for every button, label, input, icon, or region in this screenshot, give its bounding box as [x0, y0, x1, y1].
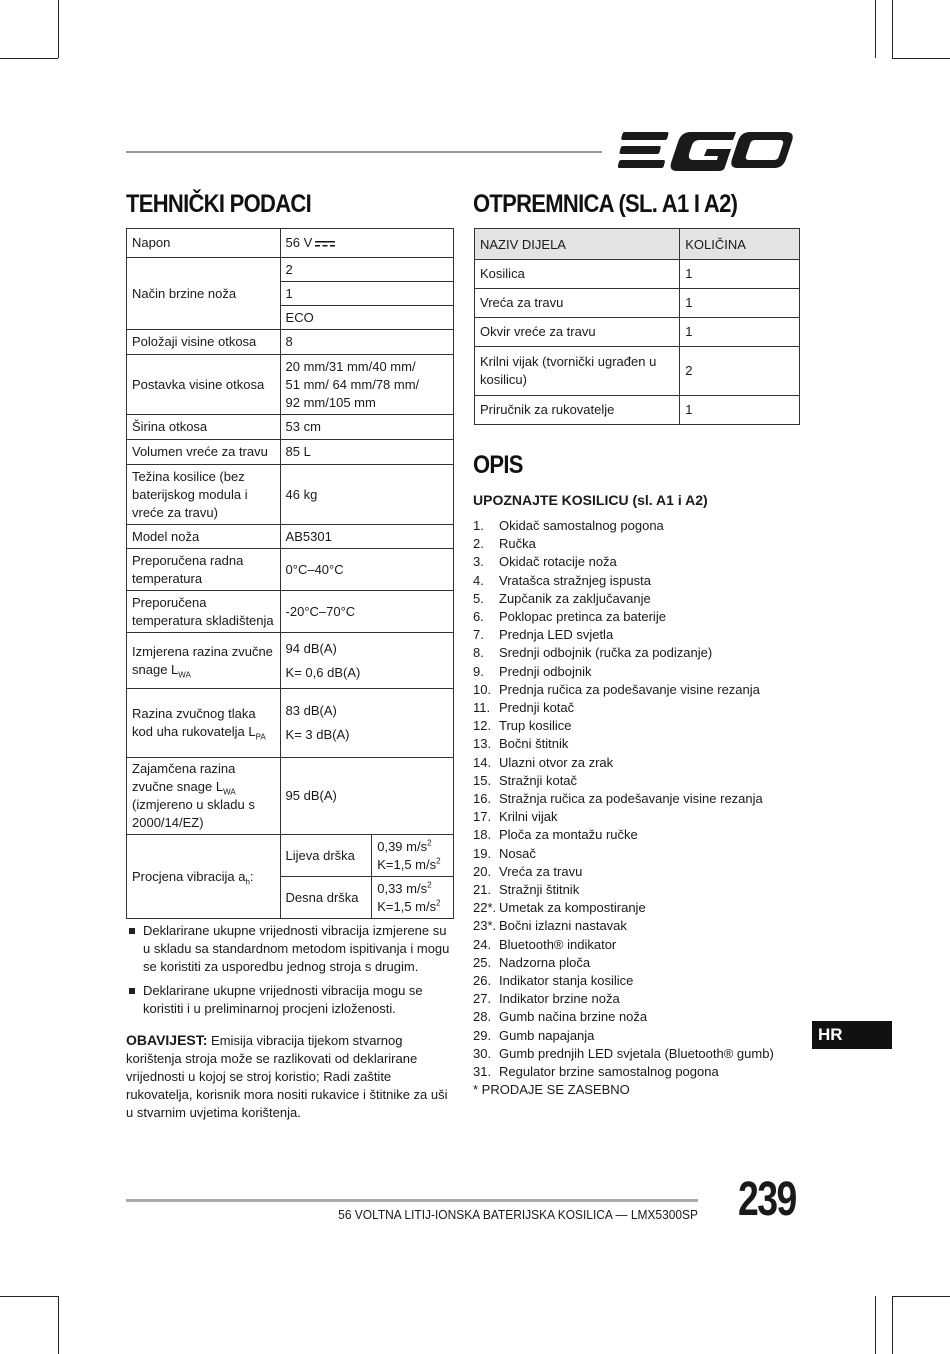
part-number: 10. [473, 681, 492, 697]
part-item [473, 954, 803, 972]
part-item [473, 936, 803, 954]
part-number: 9. [473, 663, 484, 679]
part-number: 4. [473, 572, 484, 588]
spec-value: 56 V [280, 229, 453, 258]
part-name: Umetak za kompostiranje [499, 900, 646, 916]
part-name: Bočni štitnik [499, 736, 569, 752]
bullet-item: Deklarirane ukupne vrijednosti vibracija mogu se koristiti i u preliminarnoj procjeni izloženosti. [127, 982, 457, 1018]
part-number: 29. [473, 1027, 492, 1043]
part-name: Stražnji kotač [499, 772, 578, 788]
spec-value: 94 dB(A) K= 0,6 dB(A) [280, 633, 453, 689]
table-row: Okvir vreće za travu 1 [475, 318, 800, 347]
part-number: 11. [473, 700, 491, 716]
part-item [473, 681, 803, 699]
crop-mark [892, 58, 950, 59]
spec-value: 95 dB(A) [280, 758, 453, 835]
spec-value: 0,33 $m/s^2$ K=1,5 $m/s^2$ [372, 877, 454, 919]
part-number: 1. [473, 518, 484, 533]
column-header: KOLIČINA [680, 229, 800, 260]
part-number: 18. [473, 827, 492, 843]
part-number: 30. [473, 1045, 492, 1061]
part-item [473, 626, 803, 644]
crop-mark [0, 58, 58, 59]
part-item [473, 1008, 803, 1026]
part-number: 26. [473, 973, 492, 989]
spec-value: -20°C–70°C [280, 591, 453, 633]
part-name: Regulator brzine samostalnog pogona [499, 1064, 719, 1080]
part-item [473, 590, 803, 608]
part-name: Bluetooth® indikator [499, 936, 617, 952]
spec-value: 53 cm [280, 415, 453, 440]
part-name: Stražnji štitnik [499, 882, 580, 898]
part-item [473, 845, 803, 863]
part-item [473, 972, 803, 990]
tech-title: TEHNIČKI PODACI [126, 190, 312, 218]
part-item [473, 754, 803, 772]
description-title: OPIS [473, 451, 523, 479]
part-number: 3. [473, 554, 484, 570]
part-number: 14. [473, 754, 492, 770]
part-item [473, 772, 803, 790]
part-name: Prednji odbojnik [499, 663, 592, 679]
part-number: 25. [473, 954, 492, 970]
spec-label: Položaji visine otkosa [127, 330, 281, 355]
part-name: Gumb prednjih LED svjetala (Bluetooth® gumb) [499, 1045, 774, 1061]
part-number: 23*. [473, 918, 497, 934]
spec-label: Širina otkosa [127, 415, 281, 440]
header-rule [126, 151, 602, 153]
part-name: Indikator stanja kosilice [499, 973, 634, 989]
spec-label: Procjena vibracija $a_h$: [127, 835, 281, 919]
shipping-title: OTPREMNICA (SL. A1 I A2) [473, 190, 738, 218]
spec-value: 0°C–40°C [280, 549, 453, 591]
part-item [473, 663, 803, 681]
crop-mark [892, 1296, 893, 1354]
table-row: Kosilica 1 [475, 260, 800, 289]
crop-mark [875, 0, 876, 58]
part-name: Ulazni otvor za zrak [499, 754, 614, 770]
crop-mark [892, 1296, 950, 1297]
part-item [473, 899, 803, 917]
part-item [473, 1045, 803, 1063]
spec-label: Zajamčena razina zvučne snage $L_{WA}$ (izmjereno u skladu s 2000/14/EZ) [127, 758, 281, 835]
spec-value: 20 mm/31 mm/40 mm/ 51 mm/ 64 mm/78 mm/ 92 mm/105 mm [280, 355, 453, 415]
part-item [473, 699, 803, 717]
part-number: 24. [473, 936, 492, 952]
crop-mark [0, 1296, 58, 1297]
part-item [473, 535, 803, 553]
spec-value: 8 [280, 330, 453, 355]
description-subtitle: UPOZNAJTE KOSILICU (sl. A1 i A2) [473, 492, 708, 508]
part-item [473, 790, 803, 808]
page-number: 239 [738, 1173, 796, 1226]
part-name: Bočni izlazni nastavak [499, 918, 627, 934]
footer-rule [126, 1199, 698, 1202]
spec-value: ECO [280, 306, 453, 330]
part-number: 7. [473, 627, 484, 643]
part-item [473, 990, 803, 1008]
part-name: Vreća za travu [499, 863, 583, 879]
part-number: 2. [473, 536, 484, 552]
spec-label: Način brzine noža [127, 258, 281, 330]
part-number: 17. [473, 809, 492, 825]
spec-value: Desna drška [280, 877, 372, 919]
part-number: 8. [473, 645, 484, 661]
part-name: Stražnja ručica za podešavanje visine rezanja [499, 791, 763, 807]
part-name: Okidač rotacije noža [499, 554, 617, 570]
spec-value: AB5301 [280, 525, 453, 549]
part-name: Ručka [499, 536, 536, 552]
spec-label: Izmjerena razina zvučne snage $L_{WA}$ [127, 633, 281, 689]
part-number: 16. [473, 791, 492, 807]
spec-label: Napon [127, 229, 281, 258]
part-number: 21. [473, 882, 492, 898]
part-item [473, 717, 803, 735]
part-number: 27. [473, 991, 492, 1007]
spec-value: 46 kg [280, 465, 453, 525]
shipping-table [474, 228, 800, 425]
part-name: Zupčanik za zaključavanje [499, 590, 651, 606]
vibration-notes [127, 922, 457, 1024]
part-item [473, 553, 803, 571]
spec-label: Volumen vreće za travu [127, 440, 281, 465]
spec-label: Postavka visine otkosa [127, 355, 281, 415]
spec-value: 0,39 $m/s^2$ K=1,5 $m/s^2$ [372, 835, 454, 877]
part-item [473, 735, 803, 753]
crop-mark [892, 0, 893, 58]
part-number: 22*. [473, 900, 497, 916]
spec-value: 1 [280, 282, 453, 306]
spec-value: 83 dB(A) K= 3 dB(A) [280, 689, 453, 758]
bullet-item: Deklarirane ukupne vrijednosti vibracija izmjerene su u skladu sa standardnom metodom ispitivanja i mogu se koristiti za usporedbu jednog stroja s drugim. [127, 922, 457, 976]
part-name: Poklopac pretinca za baterije [499, 609, 666, 625]
part-name: Trup kosilice [499, 718, 572, 734]
part-item [473, 917, 803, 935]
part-name: Vratašca stražnjeg ispusta [499, 572, 651, 588]
spec-value: Lijeva drška [280, 835, 372, 877]
crop-mark [875, 1296, 876, 1354]
part-name: Nadzorna ploča [499, 954, 591, 970]
part-name: Prednja ručica za podešavanje visine rezanja [499, 681, 760, 697]
part-item [473, 1063, 803, 1081]
part-number: 20. [473, 863, 492, 879]
part-name: Prednja LED svjetla [499, 627, 614, 643]
spec-label: Razina zvučnog tlaka kod uha rukovatelja $L_{PA}$ [127, 689, 281, 758]
part-number: 13. [473, 736, 492, 752]
table-row: Vreća za travu 1 [475, 289, 800, 318]
part-item [473, 572, 803, 590]
dc-symbol-icon [315, 240, 335, 248]
part-name: Srednji odbojnik (ručka za podizanje) [499, 645, 713, 661]
crop-mark [58, 0, 59, 58]
language-badge: HR [812, 1021, 892, 1049]
part-item [473, 863, 803, 881]
spec-label: Model noža [127, 525, 281, 549]
part-number: 6. [473, 609, 484, 625]
part-item [473, 608, 803, 626]
part-number: 12. [473, 718, 492, 734]
table-row: Krilni vijak (tvornički ugrađen u kosilicu) 2 [475, 347, 800, 396]
table-row: Priručnik za rukovatelje 1 [475, 396, 800, 425]
notice-paragraph: OBAVIJEST: Emisija vibracija tijekom stvarnog korištenja stroja može se razlikovati od deklarirane vrijednosti u kojoj se stroj koristio; Radi zaštite rukovatelja, korisnik mora nositi rukavice i štitnike za uši u stvarnim uvjetima korištenja. [126, 1032, 448, 1120]
part-name: Krilni vijak [499, 809, 558, 825]
part-number: 28. [473, 1009, 492, 1025]
parts-list [473, 517, 803, 1081]
part-number: 19. [473, 845, 492, 861]
spec-label: Preporučena temperatura skladištenja [127, 591, 281, 633]
part-item [473, 517, 803, 535]
part-item [473, 826, 803, 844]
part-name: Ploča za montažu ručke [499, 827, 638, 843]
part-number: 15. [473, 772, 492, 788]
spec-label: Preporučena radna temperatura [127, 549, 281, 591]
part-number: 5. [473, 590, 484, 606]
crop-mark [58, 1296, 59, 1354]
spec-label: Težina kosilice (bez baterijskog modula i vreće za travu) [127, 465, 281, 525]
ego-logo [618, 128, 800, 172]
part-item [473, 881, 803, 899]
part-item [473, 1027, 803, 1045]
part-name: Gumb napajanja [499, 1027, 595, 1043]
footnote: * PRODAJE SE ZASEBNO [473, 1082, 630, 1097]
part-name: Prednji kotač [499, 700, 575, 716]
part-name: Okidač samostalnog pogona [499, 518, 664, 533]
column-header: NAZIV DIJELA [475, 229, 680, 260]
spec-value: 85 L [280, 440, 453, 465]
tech-specs-table [126, 228, 454, 919]
part-number: 31. [473, 1064, 492, 1080]
part-item [473, 808, 803, 826]
part-name: Indikator brzine noža [499, 991, 620, 1007]
footer-text: 56 VOLTNA LITIJ-IONSKA BATERIJSKA KOSILICA — LMX5300SP [338, 1207, 698, 1222]
part-item [473, 644, 803, 662]
part-name: Gumb načina brzine noža [499, 1009, 648, 1025]
part-name: Nosač [499, 845, 536, 861]
spec-value: 2 [280, 258, 453, 282]
